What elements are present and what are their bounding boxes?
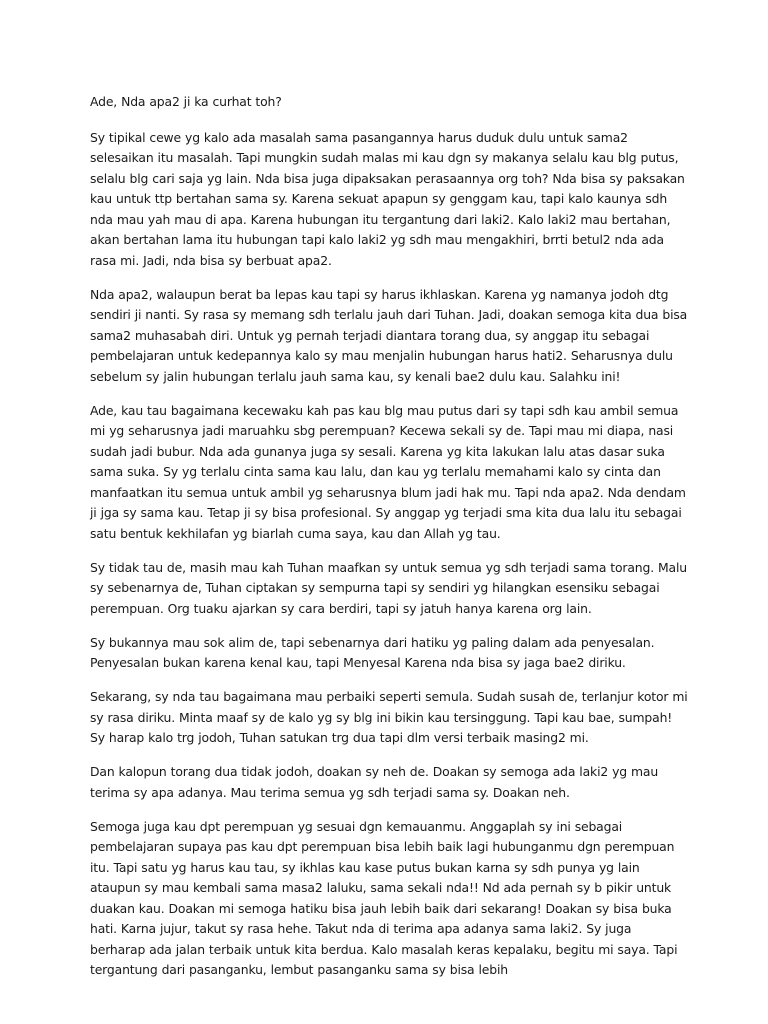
- paragraph-3: Ade, kau tau bagaimana kecewaku kah pas kau blg mau putus dari sy tapi sdh kau ambil semua mi yg seharusnya jadi maruahku sbg perempuan? Kecewa sekali sy de. Tapi mau mi diapa, nasi sudah jadi bubur. Nda ada gunanya juga sy sesali. Karena yg kita lakukan lalu atas dasar suka sama suka. Sy yg terlalu cinta sama kau lalu, dan kau yg terlalu memahami kalo sy cinta dan manfaatkan itu semua untuk ambil yg seharusnya blum jadi hak mu. Tapi nda apa2. Nda dendam ji jga sy sama kau. Tetap ji sy bisa profesional. Sy anggap yg terjadi sma kita dua lalu itu sebagai satu bentuk kekhilafan yg biarlah cuma saya, kau dan Allah yg tau.: [90, 402, 686, 541]
- paragraph-7: Dan kalopun torang dua tidak jodoh, doakan sy neh de. Doakan sy semoga ada laki2 yg mau terima sy apa adanya. Mau terima semua yg sdh terjadi sama sy. Doakan neh.: [90, 764, 659, 800]
- paragraph-6: Sekarang, sy nda tau bagaimana mau perbaiki seperti semula. Sudah susah de, terlanjur kotor mi sy rasa diriku. Minta maaf sy de kalo yg sy blg ini bikin kau tersinggung. Tapi kau bae, sumpah! Sy harap kalo trg jodoh, Tuhan satukan trg dua tapi dlm versi terbaik masing2 mi.: [90, 689, 688, 745]
- paragraph-1: Sy tipikal cewe yg kalo ada masalah sama pasangannya harus duduk dulu untuk sama2 selesaikan itu masalah. Tapi mungkin sudah malas mi kau dgn sy makanya selalu kau blg putus, selalu blg cari saja yg lain. Nda bisa juga dipaksakan perasaannya org toh? Nda bisa sy paksakan kau untuk ttp bertahan sama sy. Karena sekuat apapun sy genggam kau, tapi kalo kaunya sdh nda mau yah mau di apa. Karena hubungan itu tergantung dari laki2. Kalo laki2 mau bertahan, akan bertahan lama itu hubungan tapi kalo laki2 yg sdh mau mengakhiri, brrti betul2 nda ada rasa mi. Jadi, nda bisa sy berbuat apa2.: [90, 129, 685, 268]
- paragraph-greeting: Ade, Nda apa2 ji ka curhat toh?: [90, 94, 282, 109]
- paragraph-5: Sy bukannya mau sok alim de, tapi sebenarnya dari hatiku yg paling dalam ada penyesalan. Penyesalan bukan karena kenal kau, tapi Menyesal Karena nda bisa sy jaga bae2 diriku.: [90, 634, 655, 670]
- paragraph-2: Nda apa2, walaupun berat ba lepas kau tapi sy harus ikhlaskan. Karena yg namanya jodoh dtg sendiri ji nanti. Sy rasa sy memang sdh terlalu jauh dari Tuhan. Jadi, doakan semoga kita dua bisa sama2 muhasabah diri. Untuk yg pernah terjadi diantara torang dua, sy anggap itu sebagai pembelajaran untuk kedepannya kalo sy mau menjalin hubungan harus hati2. Seharusnya dulu sebelum sy jalin hubungan terlalu jauh sama kau, sy kenali bae2 dulu kau. Salahku ini!: [90, 286, 688, 384]
- paragraph-8: Semoga juga kau dpt perempuan yg sesuai dgn kemauanmu. Anggaplah sy ini sebagai pembelajaran supaya pas kau dpt perempuan bisa lebih baik lagi hubunganmu dgn perempuan itu. Tapi satu yg harus kau tau, sy ikhlas kau kase putus bukan karna sy sdh punya yg lain ataupun sy mau kembali sama masa2 laluku, sama sekali nda!! Nd ada pernah sy b pikir untuk duakan kau. Doakan mi semoga hatiku bisa jauh lebih baik dari sekarang! Doakan sy bisa buka hati. Karna jujur, takut sy rasa hehe. Takut nda di terima apa adanya sama laki2. Sy juga berharap ada jalan terbaik untuk kita berdua. Kalo masalah keras kepalaku, begitu mi saya. Tapi tergantung dari pasanganku, lembut pasanganku sama sy bisa lebih: [90, 818, 678, 977]
- paragraph-4: Sy tidak tau de, masih mau kah Tuhan maafkan sy untuk semua yg sdh terjadi sama torang. Malu sy sebenarnya de, Tuhan ciptakan sy sempurna tapi sy sendiri yg hilangkan esensiku sebagai perempuan. Org tuaku ajarkan sy cara berdiri, tapi sy jatuh hanya karena org lain.: [90, 559, 687, 616]
